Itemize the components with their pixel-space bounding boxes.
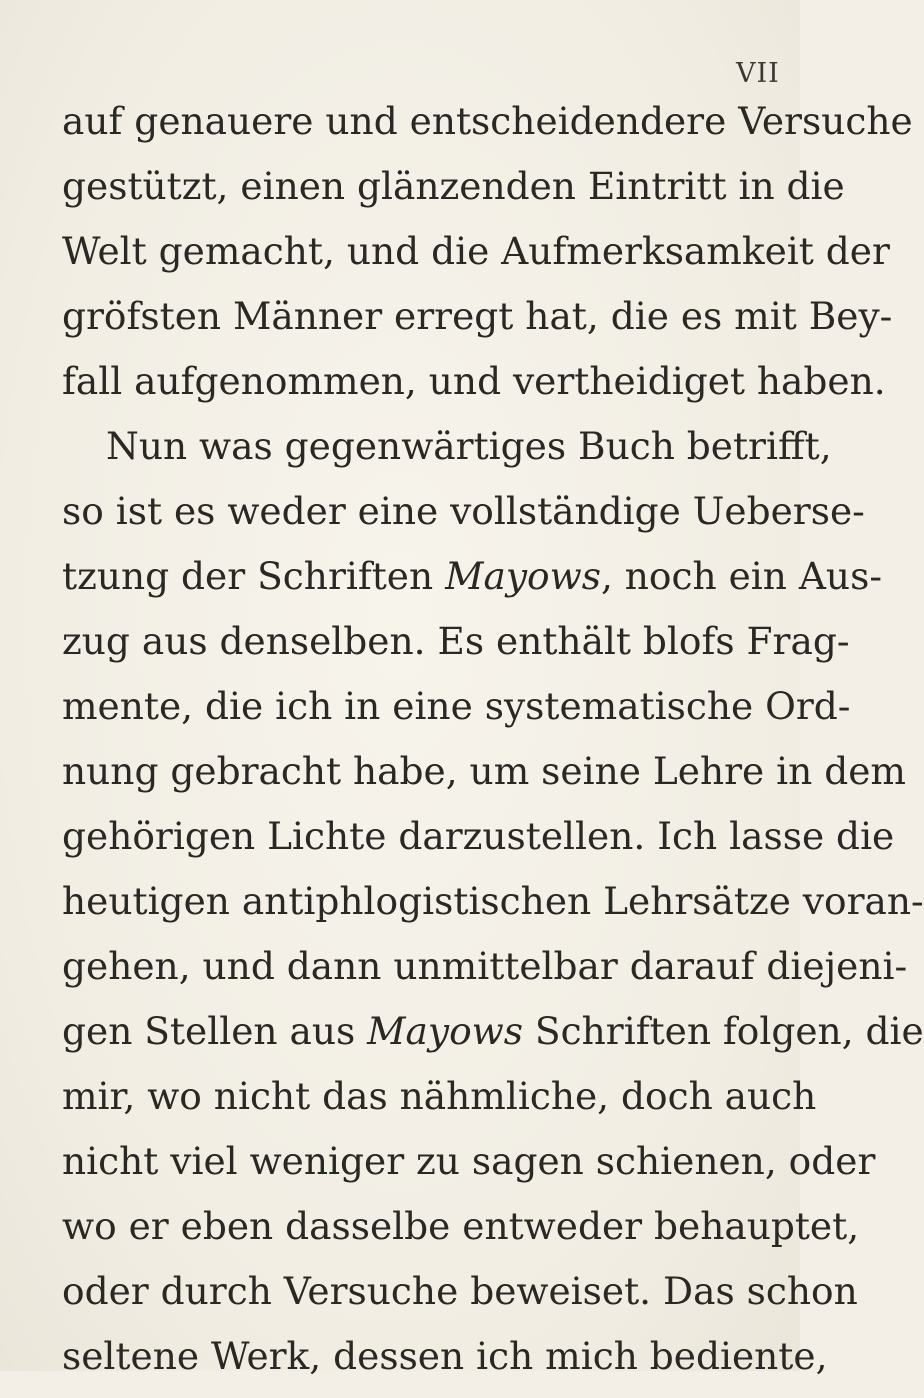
text-line: gehen, und dann unmittelbar darauf diejeni- xyxy=(62,944,908,988)
text-line: so ist es weder eine vollständige Ueberse- xyxy=(62,489,865,533)
line-segment: Schriften folgen, die xyxy=(523,1009,924,1053)
text-line: mir, wo nicht das nähmliche, doch auch xyxy=(62,1074,817,1118)
text-line: nung gebracht habe, um seine Lehre in dem xyxy=(62,749,906,793)
line-segment: , noch ein Aus- xyxy=(600,554,882,598)
text-line: fall aufgenommen, und vertheidiget haben. xyxy=(62,359,886,403)
body-text xyxy=(62,98,924,1398)
text-line: seltene Werk, dessen ich mich bediente, xyxy=(62,1334,828,1378)
text-line: mente, die ich in eine systematische Ord- xyxy=(62,684,851,728)
text-line: zug aus denselben. Es enthält blofs Frag- xyxy=(62,619,850,663)
text-line: oder durch Versuche beweiset. Das schon xyxy=(62,1269,858,1313)
text-line xyxy=(62,553,882,618)
text-line: gehörigen Lichte darzustellen. Ich lasse die xyxy=(62,814,895,858)
text-line: heutigen antiphlogistischen Lehrsätze voran- xyxy=(62,879,924,923)
text-line: Welt gemacht, und die Aufmerksamkeit der xyxy=(62,229,890,273)
paragraph-indent xyxy=(62,423,832,488)
line-segment: gen Stellen aus xyxy=(62,1009,368,1053)
page-number: VII xyxy=(736,58,780,89)
author-name: Mayows xyxy=(367,1009,524,1053)
line-segment: tzung der Schriften xyxy=(62,554,446,598)
text-line: gröfsten Männer erregt hat, die es mit Bey- xyxy=(62,294,893,338)
text-line: wo er eben dasselbe entweder behauptet, xyxy=(62,1204,860,1248)
text-line: gestützt, einen glänzenden Eintritt in die xyxy=(62,164,845,208)
text-line: Nun was gegenwärtiges Buch betrifft, xyxy=(106,424,832,468)
author-name: Mayows xyxy=(445,554,601,598)
text-line: auf genauere und entscheidendere Versuche xyxy=(62,99,913,143)
text-line: nicht viel weniger zu sagen schienen, oder xyxy=(62,1139,876,1183)
text-line xyxy=(62,1008,924,1073)
